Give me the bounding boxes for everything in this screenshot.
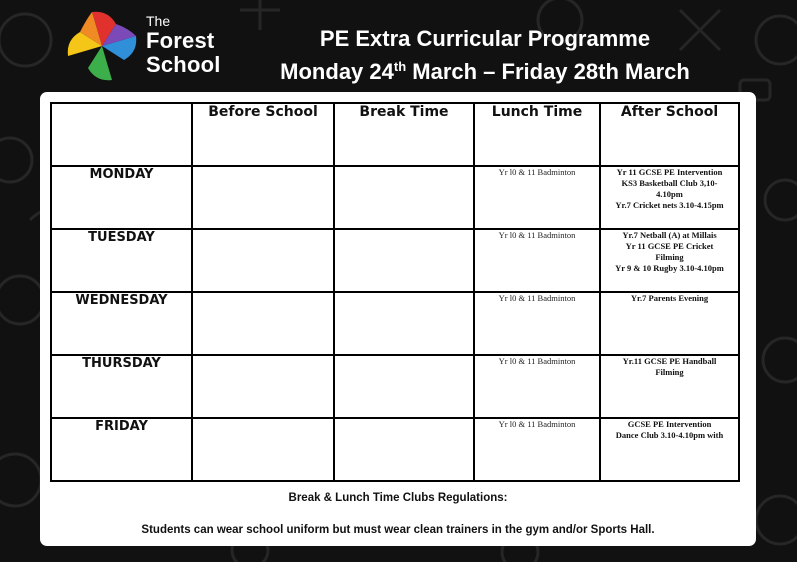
page-header xyxy=(240,26,730,87)
date-range-ordinal: th xyxy=(393,59,407,74)
table-row xyxy=(51,418,739,481)
after-cell xyxy=(600,292,739,355)
after-activity-line: 4.10pm xyxy=(656,189,683,199)
column-header: Before School xyxy=(192,103,334,166)
after-activity-line: GCSE PE Intervention xyxy=(627,419,712,429)
logo-name-line1: Forest xyxy=(146,28,215,53)
column-header: After School xyxy=(600,103,739,166)
break-cell xyxy=(334,418,474,481)
table-row xyxy=(51,166,739,229)
day-label: WEDNESDAY xyxy=(51,292,192,355)
after-activity-line: Yr.7 Cricket nets 3.10-4.15pm xyxy=(615,200,724,210)
date-range-end: March – Friday 28th March xyxy=(406,59,690,84)
date-range-start: Monday 24 xyxy=(280,59,394,84)
after-activity-line: Yr.7 Netball (A) at Millais xyxy=(622,230,717,240)
before-cell xyxy=(192,166,334,229)
after-activity-line: Yr.11 GCSE PE Handball xyxy=(622,356,717,366)
table-row xyxy=(51,229,739,292)
before-cell xyxy=(192,292,334,355)
column-header: Break Time xyxy=(334,103,474,166)
after-activity-line: Yr 11 GCSE PE Intervention xyxy=(616,167,723,177)
break-cell xyxy=(334,166,474,229)
after-activity-line: KS3 Basketball Club 3,10- xyxy=(621,178,718,188)
lunch-cell: Yr l0 & 11 Badminton xyxy=(474,418,600,481)
after-cell xyxy=(600,166,739,229)
table-row xyxy=(51,355,739,418)
after-activity-line: Dance Club 3.10-4.10pm with xyxy=(615,430,724,440)
table-row xyxy=(51,292,739,355)
break-cell xyxy=(334,229,474,292)
lunch-cell: Yr l0 & 11 Badminton xyxy=(474,292,600,355)
day-label: FRIDAY xyxy=(51,418,192,481)
break-cell xyxy=(334,292,474,355)
school-logo xyxy=(62,6,222,86)
after-activity-line: Yr.7 Parents Evening xyxy=(630,293,709,303)
break-cell xyxy=(334,355,474,418)
lunch-cell: Yr l0 & 11 Badminton xyxy=(474,355,600,418)
after-activity-line: Yr 9 & 10 Rugby 3.10-4.10pm xyxy=(615,263,724,273)
corner-cell xyxy=(51,103,192,166)
logo-the-text: The xyxy=(146,13,171,29)
before-cell xyxy=(192,355,334,418)
after-activity-line: Filming xyxy=(655,252,684,262)
before-cell xyxy=(192,418,334,481)
after-cell xyxy=(600,418,739,481)
table-header-row xyxy=(51,103,739,166)
day-label: TUESDAY xyxy=(51,229,192,292)
regulations-title: Break & Lunch Time Clubs Regulations: xyxy=(288,492,508,504)
pinwheel-logo-icon xyxy=(62,6,142,86)
regulations-text: Students can wear school uniform but must wear clean trainers in the gym and/or Sports Hall. xyxy=(141,524,655,536)
logo-name-line2: School xyxy=(146,52,221,77)
day-label: THURSDAY xyxy=(51,355,192,418)
page-title: PE Extra Curricular Programme xyxy=(319,26,651,51)
before-cell xyxy=(192,229,334,292)
date-range xyxy=(240,52,730,87)
after-cell xyxy=(600,229,739,292)
column-header: Lunch Time xyxy=(474,103,600,166)
lunch-cell: Yr l0 & 11 Badminton xyxy=(474,229,600,292)
after-activity-line: Filming xyxy=(655,367,684,377)
timetable xyxy=(50,102,740,482)
lunch-cell: Yr l0 & 11 Badminton xyxy=(474,166,600,229)
timetable-card xyxy=(40,92,756,546)
after-activity-line: Yr 11 GCSE PE Cricket xyxy=(625,241,714,251)
day-label: MONDAY xyxy=(51,166,192,229)
after-cell xyxy=(600,355,739,418)
